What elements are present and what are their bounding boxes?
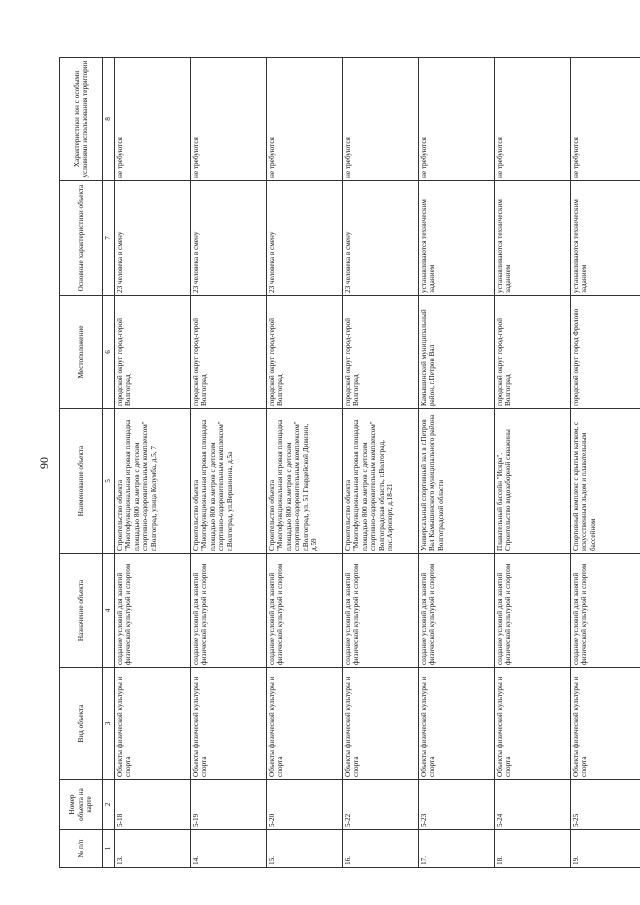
cell-name: Строительство объекта "Многофункциональная игровая площадка площадью 800 кв.метров с детским спортивно-оздоровительным комплексом" г.Волгоград, ул.Вершинина, д.5а: [191, 409, 267, 554]
cell-name: Плавательный бассейн "Искра". Строительство водозаборной скважины: [495, 409, 571, 554]
cell-zones: не требуются: [571, 58, 640, 181]
cell-number: 18.: [495, 830, 571, 868]
cell-purpose: создание условий для занятий физической культурой и спортом: [343, 554, 419, 668]
cell-kind: Объекты физической культуры и спорта: [115, 668, 191, 780]
cell-location: городской округ город-герой Волгоград: [267, 296, 343, 409]
cell-characteristics: устанавливаются техническим заданием: [571, 181, 640, 296]
col-header-characteristics: Основные характеристики объекта: [60, 181, 103, 296]
cell-map-id: 5-25: [571, 780, 640, 830]
cell-number: 16.: [343, 830, 419, 868]
cell-purpose: создание условий для занятий физической культурой и спортом: [115, 554, 191, 668]
cell-characteristics: 23 человека в смену: [267, 181, 343, 296]
col-number: 6: [103, 296, 115, 409]
cell-number: 19.: [571, 830, 640, 868]
header-row: [60, 58, 103, 868]
cell-location: Камышинский муниципальный район, г.Петров Вал: [419, 296, 495, 409]
cell-map-id: 5-19: [191, 780, 267, 830]
cell-location: городской округ город-герой Волгоград: [115, 296, 191, 409]
cell-location: городской округ город Фролово: [571, 296, 640, 409]
cell-name: Строительство объекта "Многофункциональная игровая площадка площадью 800 кв.метров с детским спортивно-оздоровительным комплексом" Волгоградская область, г.Волгоград, пос.Аэропорт, д.18-21: [343, 409, 419, 554]
cell-name: Спортивный комплекс с крытым катком, с искусственным льдом и плавательным бассейном: [571, 409, 640, 554]
cell-name: Универсальный спортивный зал в г.Петров Вал Камышинского муниципального района Волгоградской области: [419, 409, 495, 554]
cell-kind: Объекты физической культуры и спорта: [495, 668, 571, 780]
cell-map-id: 5-18: [115, 780, 191, 830]
cell-characteristics: 23 человека в смену: [343, 181, 419, 296]
cell-number: 17.: [419, 830, 495, 868]
cell-kind: Объекты физической культуры и спорта: [419, 668, 495, 780]
col-header-purpose: Назначение объекта: [60, 554, 103, 668]
cell-map-id: 5-22: [343, 780, 419, 830]
col-header-location: Местоположение: [60, 296, 103, 409]
table-row: [115, 58, 191, 868]
table-row: [191, 58, 267, 868]
cell-zones: не требуются: [419, 58, 495, 181]
col-number: 1: [103, 830, 115, 868]
col-number: 8: [103, 58, 115, 181]
cell-name: Строительство объекта "Многофункциональная игровая площадка площадью 800 кв.метров с детским спортивно-оздоровительным комплексом" г.Волгоград, ул. 51 Гвардейской Дивизии, д.59: [267, 409, 343, 554]
cell-map-id: 5-23: [419, 780, 495, 830]
col-number: 7: [103, 181, 115, 296]
table-row: [267, 58, 343, 868]
cell-purpose: создание условий для занятий физической культурой и спортом: [495, 554, 571, 668]
cell-number: 14.: [191, 830, 267, 868]
cell-name: Строительство объекта "Многофункциональная игровая площадка площадью 800 кв.метров с детским спортивно-оздоровительным комплексом" г.Волгоград, улица Колумба, д.5, 7: [115, 409, 191, 554]
cell-zones: не требуются: [343, 58, 419, 181]
cell-kind: Объекты физической культуры и спорта: [343, 668, 419, 780]
col-header-kind: Вид объекта: [60, 668, 103, 780]
cell-zones: не требуются: [115, 58, 191, 181]
column-number-row: [103, 58, 115, 868]
page-number: 90: [37, 457, 51, 469]
rotated-page: [37, 58, 597, 868]
cell-characteristics: 23 человека в смену: [191, 181, 267, 296]
cell-characteristics: 23 человека в смену: [115, 181, 191, 296]
cell-map-id: 5-24: [495, 780, 571, 830]
col-number: 3: [103, 668, 115, 780]
col-header-name: Наименование объекта: [60, 409, 103, 554]
table-row: [571, 58, 640, 868]
cell-kind: Объекты физической культуры и спорта: [571, 668, 640, 780]
cell-kind: Объекты физической культуры и спорта: [267, 668, 343, 780]
cell-purpose: создание условий для занятий физической культурой и спортом: [419, 554, 495, 668]
table-row: [343, 58, 419, 868]
col-number: 4: [103, 554, 115, 668]
table-row: [419, 58, 495, 868]
col-number: 5: [103, 409, 115, 554]
col-header-zones: Характеристики зон с особыми условиями использования территории: [60, 58, 103, 181]
cell-number: 13.: [115, 830, 191, 868]
col-header-number: № п/п: [60, 830, 103, 868]
cell-zones: не требуются: [191, 58, 267, 181]
cell-purpose: создание условий для занятий физической культурой и спортом: [191, 554, 267, 668]
cell-location: городской округ город-герой Волгоград: [495, 296, 571, 409]
table-row: [495, 58, 571, 868]
col-number: 2: [103, 780, 115, 830]
cell-kind: Объекты физической культуры и спорта: [191, 668, 267, 780]
cell-characteristics: устанавливаются техническим заданием: [495, 181, 571, 296]
cell-characteristics: устанавливаются техническим заданием: [419, 181, 495, 296]
cell-zones: не требуются: [495, 58, 571, 181]
col-header-map-id: Номер объекта на карте: [60, 780, 103, 830]
objects-table: [59, 57, 640, 868]
cell-location: городской округ город-герой Волгоград: [343, 296, 419, 409]
cell-zones: не требуются: [267, 58, 343, 181]
cell-purpose: создание условий для занятий физической культурой и спортом: [267, 554, 343, 668]
cell-purpose: создание условий для занятий физической культурой и спортом: [571, 554, 640, 668]
cell-map-id: 5-20: [267, 780, 343, 830]
cell-location: городской округ город-герой Волгоград: [191, 296, 267, 409]
cell-number: 15.: [267, 830, 343, 868]
